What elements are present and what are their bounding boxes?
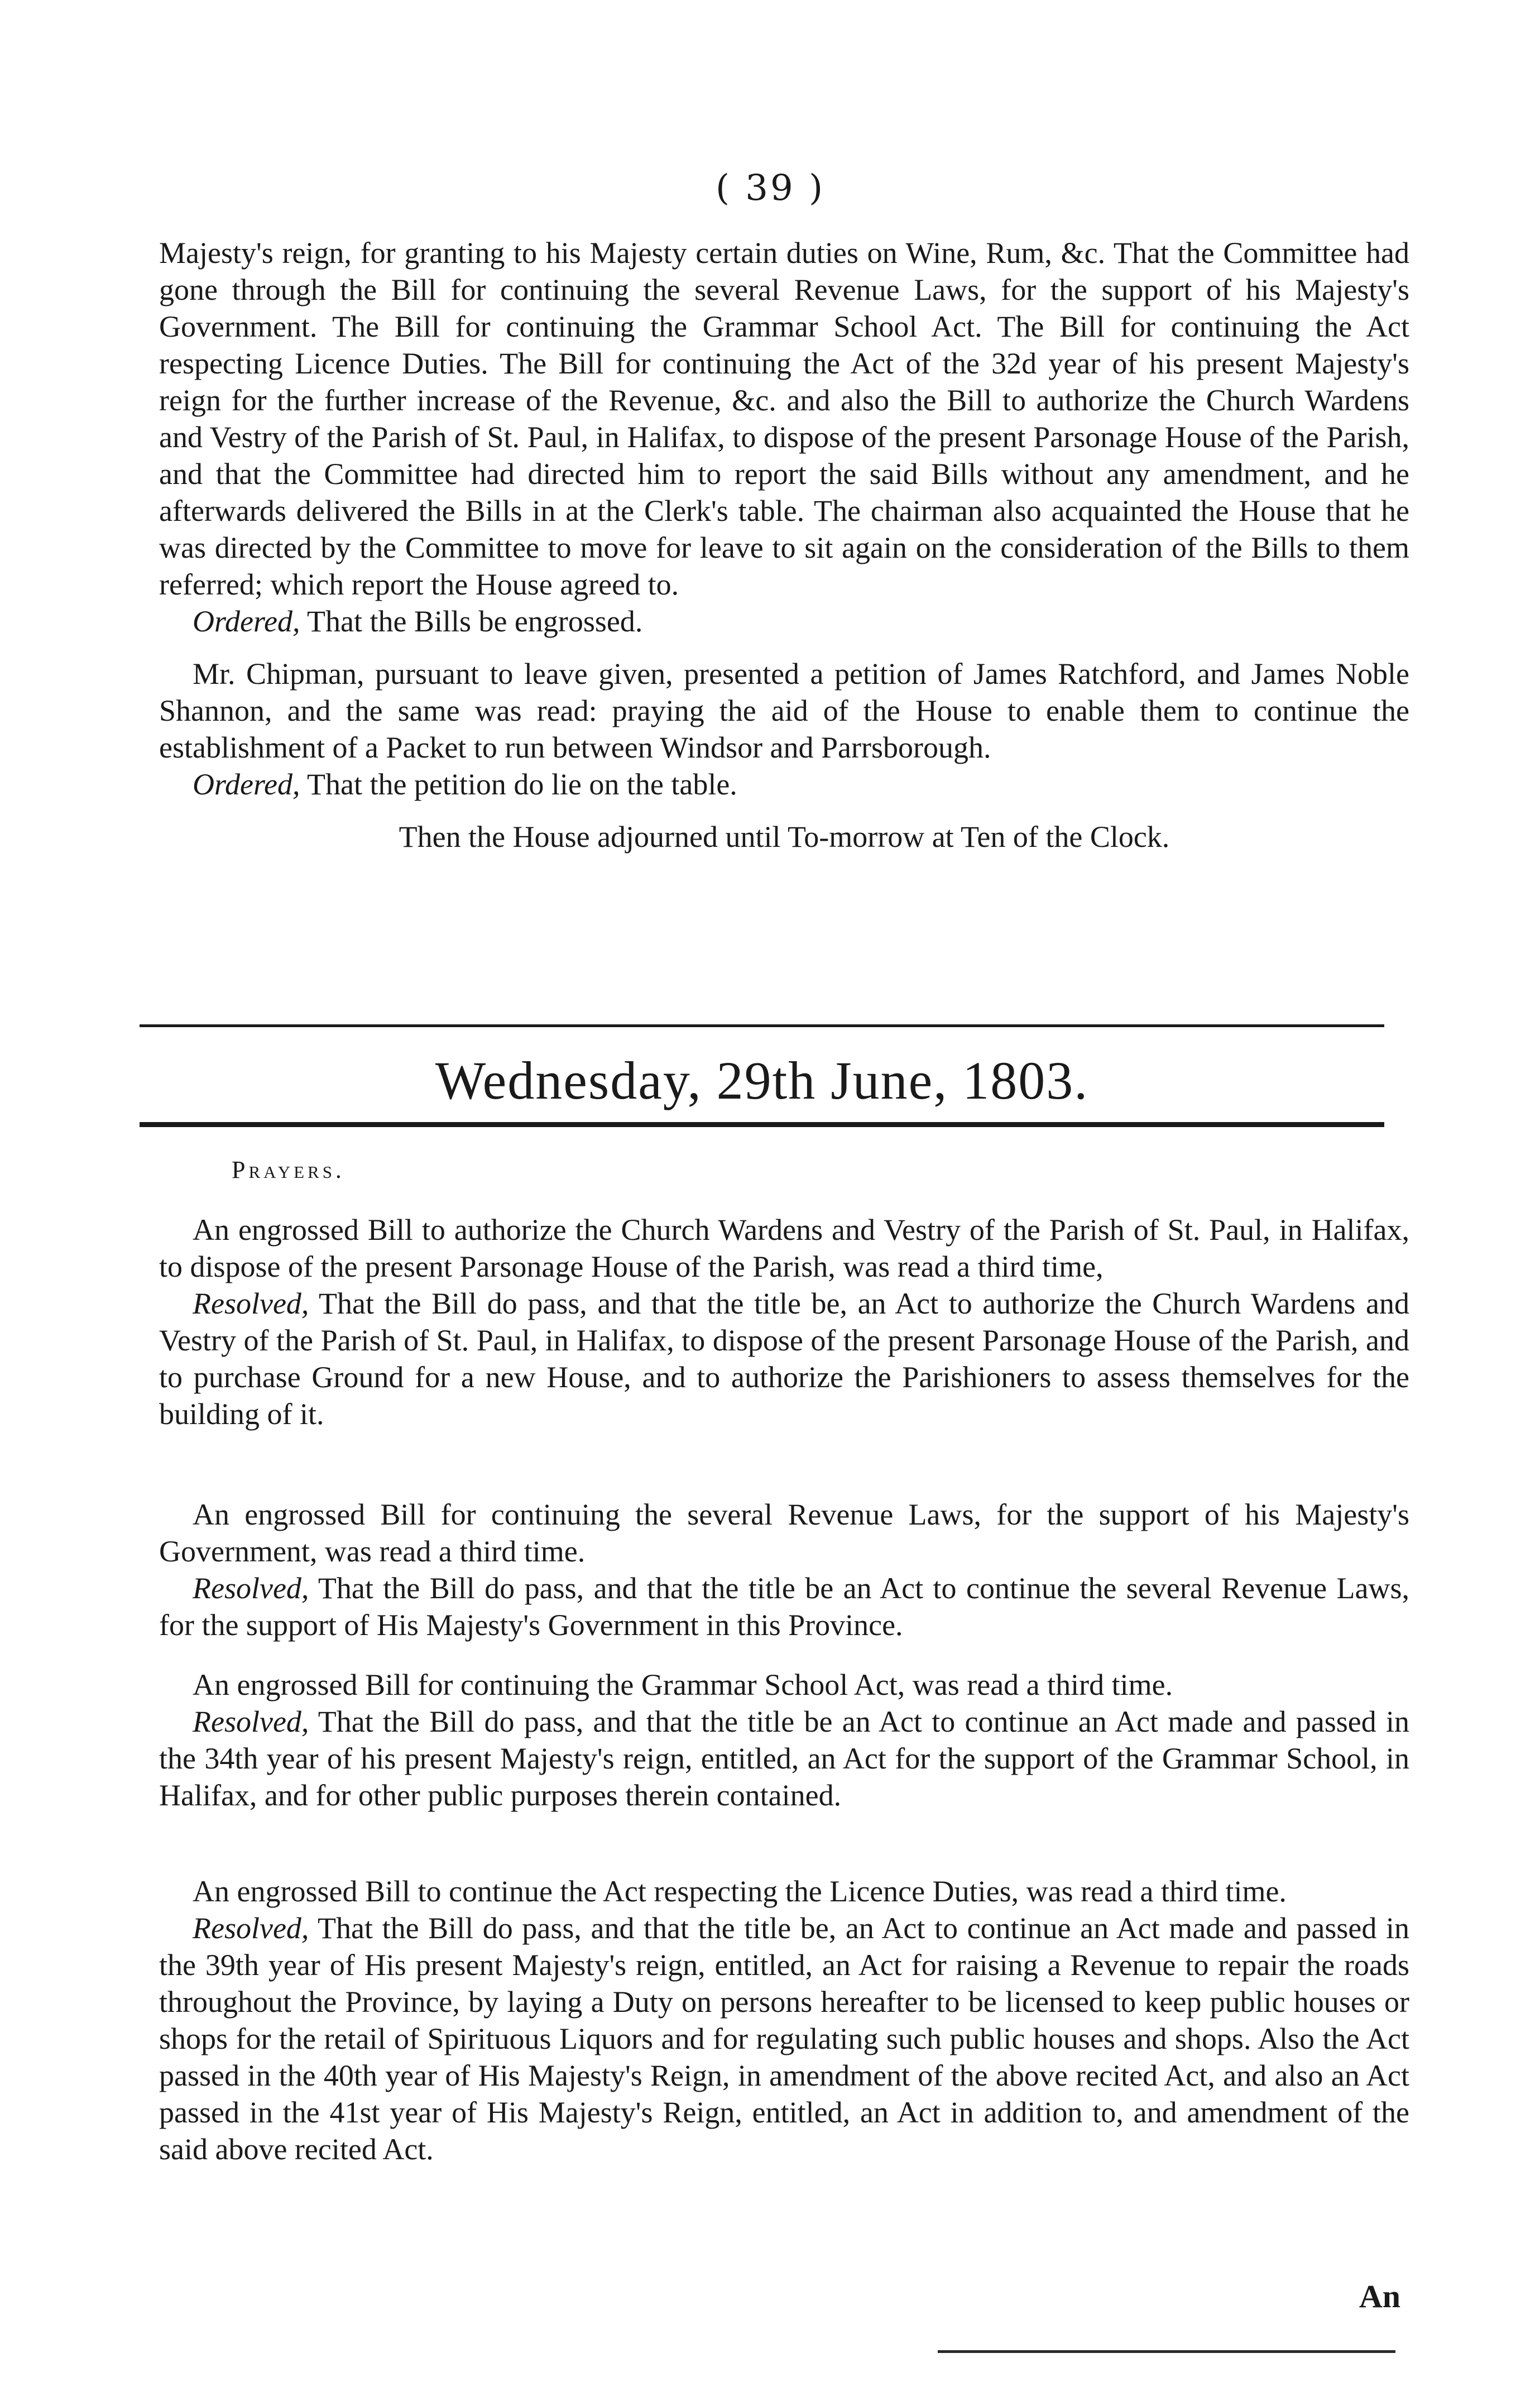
prayers-label: Prayers. bbox=[232, 1156, 345, 1183]
bottom-rule bbox=[938, 2350, 1395, 2353]
entry-resolution bbox=[159, 1285, 1409, 1432]
resolved-text: That the Bill do pass, and that the title be an Act to continue an Act made and passed in the 34th year of his present Majesty's reign, entitled, an Act for the support of the Grammar School, in Halifax, and for other public purposes therein contained. bbox=[159, 1705, 1409, 1812]
date-heading: Wednesday, 29th June, 1803. bbox=[435, 1051, 1089, 1110]
entry-3 bbox=[159, 1666, 1409, 1814]
resolved-label: Resolved, bbox=[193, 1705, 309, 1738]
resolved-text: That the Bill do pass, and that the title be, an Act to authorize the Church Wardens and Vestry of the Parish of St. Paul, in Halifax, to dispose of the present Parsonage House of the Parish, and to purchase Ground for a new House, and to authorize the Parishioners to assess themselves for the building of it. bbox=[159, 1287, 1409, 1431]
entry-resolution bbox=[159, 1910, 1409, 2168]
resolved-label: Resolved, bbox=[193, 1911, 309, 1945]
catchword: An bbox=[1359, 2278, 1400, 2314]
entry-text: An engrossed Bill to authorize the Church Wardens and Vestry of the Parish of St. Paul, in Halifax, to dispose of the present Parsonage House of the Parish, was read a third time, bbox=[159, 1213, 1409, 1283]
adjournment-line: Then the House adjourned until To-morrow at Ten of the Clock. bbox=[399, 820, 1170, 854]
committee-report-paragraph: Majesty's reign, for granting to his Majesty certain duties on Wine, Rum, &c. That the Committee had gone through the Bill for continuing the several Revenue Laws, for the support of his Majesty's Government. The Bill for continuing the Grammar School Act. The Bill for continuing the Act respecting Licence Duties. The Bill for continuing the Act of the 32d year of his present Majesty's reign for the further increase of the Revenue, &c. and also the Bill to authorize the Church Wardens and Vestry of the Parish of St. Paul, in Halifax, to dispose of the present Parsonage House of the Parish, and that the Committee had directed him to report the said Bills without any amendment, and he afterwards delivered the Bills in at the Clerk's table. The chairman also acquainted the House that he was directed by the Committee to move for leave to sit again on the consideration of the Bills to them referred; which report the House agreed to. bbox=[159, 236, 1409, 601]
resolved-label: Resolved, bbox=[193, 1287, 309, 1320]
continuation-block bbox=[159, 234, 1409, 855]
ordered-text: That the Bills be engrossed. bbox=[300, 605, 643, 638]
petition-paragraph: Mr. Chipman, pursuant to leave given, presented a petition of James Ratchford, and James Noble Shannon, and the same was read: praying the aid of the House to enable them to continue the establishment of a Packet to run between Windsor and Parrsborough. bbox=[159, 657, 1409, 764]
entry-resolution bbox=[159, 1703, 1409, 1814]
resolved-text: That the Bill do pass, and that the title be, an Act to continue an Act made and passed in the 39th year of His present Majesty's reign, entitled, an Act for raising a Revenue to repair the roads throughout the Province, by laying a Duty on persons hereafter to be licensed to keep public houses or shops for the retail of Spirituous Liquors and for regulating such public houses and shops. Also the Act passed in the 40th year of His Majesty's Reign, in amendment of the above recited Act, and also an Act passed in the 41st year of His Majesty's Reign, entitled, an Act in addition to, and amendment of the said above recited Act. bbox=[159, 1911, 1409, 2166]
entry-4 bbox=[159, 1873, 1409, 2168]
entry-resolution bbox=[159, 1570, 1409, 1643]
entry-text: An engrossed Bill to continue the Act respecting the Licence Duties, was read a third time. bbox=[193, 1875, 1287, 1908]
ordered-petition bbox=[159, 766, 1409, 803]
ordered-engrossed bbox=[159, 603, 1409, 640]
ordered-label: Ordered, bbox=[193, 605, 300, 638]
resolved-label: Resolved, bbox=[193, 1571, 309, 1605]
entry-1 bbox=[159, 1211, 1409, 1432]
divider-rule-bottom bbox=[140, 1122, 1384, 1127]
page-number: ( 39 ) bbox=[715, 167, 826, 209]
divider-rule-top bbox=[140, 1024, 1384, 1027]
resolved-text: That the Bill do pass, and that the title be an Act to continue the several Revenue Laws, for the support of His Majesty's Government in this Province. bbox=[159, 1571, 1409, 1642]
entry-text: An engrossed Bill for continuing the several Revenue Laws, for the support of his Majesty's Government, was read a third time. bbox=[159, 1498, 1409, 1568]
ordered-label: Ordered, bbox=[193, 768, 300, 801]
ordered-text: That the petition do lie on the table. bbox=[300, 768, 737, 801]
entry-2 bbox=[159, 1496, 1409, 1643]
entry-text: An engrossed Bill for continuing the Grammar School Act, was read a third time. bbox=[193, 1668, 1173, 1702]
